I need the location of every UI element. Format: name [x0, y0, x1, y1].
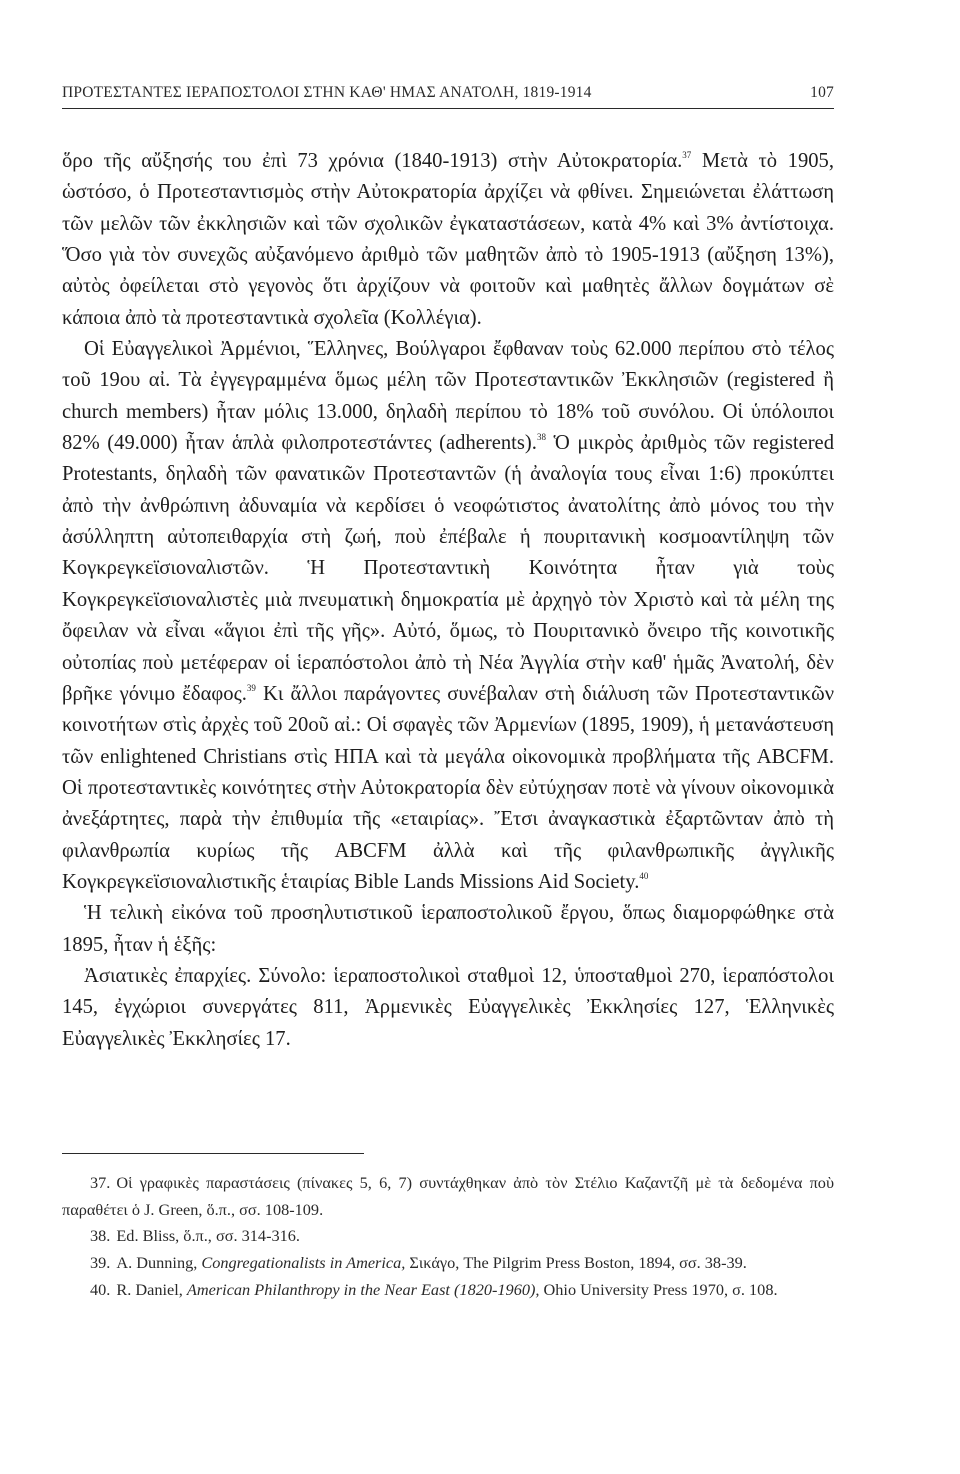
footnote-ref-39[interactable]: 39 — [246, 682, 256, 693]
main-text — [62, 146, 834, 1055]
page-number: 107 — [810, 84, 834, 101]
footnote-number: 37. — [90, 1173, 111, 1192]
footnote-separator — [62, 1153, 364, 1154]
paragraph-4: Ἀσιατικὲς ἐπαρχίες. Σύνολο: ἱεραποστολικοὶ σταθμοὶ 12, ὑποσταθμοὶ 270, ἱεραπόστολοι 145, ἐγχώριοι συνεργάτες 811, Ἀρμενικὲς Εὐαγγελικὲς Ἐκκλησίες 127, Ἑλληνικὲς Εὐαγγελικὲς Ἐκκλησίες 17. — [62, 964, 834, 1050]
footnote-ref-40[interactable]: 40 — [639, 870, 649, 881]
paragraph-1-text-b: Μετὰ τὸ 1905, ὡστόσο, ὁ Προτεσταντισμὸς στὴν Αὐτοκρατορία ἀρχίζει νὰ φθίνει. Σημειώνεται ἐλάττωση τῶν μελῶν τῶν ἐκκλησιῶν καὶ τῶν σχολικῶν ἐγκαταστάσεων, κατὰ 4% καὶ 3% ἀντίστοιχα. Ὅσο γιὰ τὸν συνεχῶς αὐξανόμενο ἀριθμὸ τῶν μαθητῶν ἀπὸ τὸ 1905-1913 (αὔξηση 13%), αὐτὸς ὀφείλεται στὸ γεγονὸς ὅτι ἀρχίζουν νὰ φοιτοῦν καὶ μαθητὲς ἄλλων δογμάτων σὲ κάποια ἀπὸ τὰ προτεσταντικὰ σχολεῖα (Κολλέγια). — [62, 150, 834, 329]
footnote-text: Ed. Bliss, ὅ.π., σσ. 314-316. — [116, 1226, 300, 1246]
footnote-ref-37[interactable]: 37 — [682, 150, 692, 160]
paragraph-3: Ἡ τελικὴ εἰκόνα τοῦ προσηλυτιστικοῦ ἱεραποστολικοῦ ἔργου, ὅπως διαμορφώθηκε στὰ 1895, ἦταν ἡ ἑξῆς: — [62, 902, 834, 956]
paragraph-1 — [62, 146, 834, 334]
footnote-text: Οἱ γραφικὲς παραστάσεις (πίνακες 5, 6, 7) συντάχθηκαν ἀπὸ τὸν Στέλιο Καζαντζῆ μὲ τὰ δεδομένα ποὺ παραθέτει ὁ J. Green, ὅ.π., σσ. 108-109. — [62, 1173, 834, 1219]
header-rule — [62, 108, 834, 109]
footnote-38 — [62, 1223, 834, 1250]
paragraph-2-text-b: Ὁ μικρὸς ἀριθμὸς τῶν registered Protestants, δηλαδὴ τῶν φανατικῶν Προτεσταντῶν (ἡ ἀναλογία τους εἶναι 1:6) προκύπτει ἀπὸ τὴν ἀνθρώπινη ἀδυναμία νὰ κερδίσει ὁ νεοφώτιστος ἀνατολίτης ἀπὸ μόνος του τὴν ἀσύλληπτη αὐτοπειθαρχία στὴ ζωή, ποὺ ἐπέβαλε ἡ πουριτανικὴ κοσμοαντίληψη τῶν Κογκρεγκεϊσιοναλιστῶν. Ἡ Προτεσταντικὴ Κοινότητα ἦταν γιὰ τοὺς Κογκρεγκεϊσιοναλιστὲς μιὰ πνευματικὴ δημοκρατία μὲ ἀρχηγὸ τὸν Χριστὸ καὶ τὰ μέλη της ὄφειλαν νὰ εἶναι «ἅγιοι ἐπὶ τῆς γῆς». Αὐτό, ὅμως, τὸ Πουριτανικὸ ὄνειρο τῆς κοινοτικῆς οὐτοπίας ποὺ μετέφεραν οἱ ἱεραπόστολοι ἀπὸ τὴ Νέα Ἀγγλία στὴν καθ' ἡμᾶς Ἀνατολή, δὲν βρῆκε γόνιμο ἔδαφος. — [62, 432, 834, 705]
footnote-40 — [62, 1277, 834, 1304]
footnote-text-pre: A. Dunning, — [116, 1253, 202, 1273]
footnote-39 — [62, 1250, 834, 1277]
footnote-37 — [62, 1170, 834, 1223]
footnote-number: 40. — [90, 1279, 111, 1299]
footnote-text-post: Σικάγο, The Pilgrim Press Boston, 1894, σσ. 38-39. — [405, 1253, 747, 1273]
footnotes — [62, 1170, 834, 1304]
footnote-book-title: Congregationalists in America, — [201, 1253, 406, 1273]
footnote-book-title: American Philanthropy in the Near East (1820-1960), — [186, 1279, 540, 1299]
footnote-text-post: Ohio University Press 1970, σ. 108. — [539, 1279, 778, 1299]
running-head — [62, 84, 834, 102]
footnote-ref-38[interactable]: 38 — [536, 432, 546, 443]
paragraph-1-text-a: ὅρο τῆς αὔξησής του ἐπὶ 73 χρόνια (1840-1913) στὴν Αὐτοκρατορία. — [62, 150, 683, 172]
footnote-number: 39. — [90, 1253, 111, 1273]
footnote-text-pre: R. Daniel, — [116, 1279, 187, 1299]
paragraph-2 — [62, 334, 834, 898]
paragraph-2-text-c: Κι ἄλλοι παράγοντες συνέβαλαν στὴ διάλυση τῶν Προτεσταντικῶν κοινοτήτων στὶς ἀρχὲς τοῦ 20οῦ αἰ.: Οἱ σφαγὲς τῶν Ἀρμενίων (1895, 1909), ἡ μετανάστευση τῶν enlightened Christians στὶς ΗΠΑ καὶ τὰ μεγάλα οἰκονομικὰ προβλήματα τῆς ABCFM. Οἱ προτεσταντικὲς κοινότητες στὴν Αὐτοκρατορία δὲν εὐτύχησαν ποτὲ νὰ γίνουν οἰκονομικὰ ἀνεξάρτητες, παρὰ τὴν ἐπιθυμία τῆς «εταιρίας». Ἔτσι ἀναγκαστικὰ ἐξαρτῶνταν ἀπὸ τὴ φιλανθρωπία κυρίως τῆς ABCFM ἀλλὰ καὶ τῆς φιλανθρωπικῆς ἀγγλικῆς Κογκρεγκεϊσιοναλιστικῆς ἑταιρίας Bible Lands Missions Aid Society. — [62, 682, 835, 893]
footnote-number: 38. — [90, 1226, 111, 1246]
paragraph-2-text-a: Οἱ Εὐαγγελικοὶ Ἀρμένιοι, Ἕλληνες, Βούλγαροι ἔφθαναν τοὺς 62.000 περίπου στὸ τέλος τοῦ 19ου αἰ. Τὰ ἐγγεγραμμένα ὅμως μέλη τῶν Προτεσταντικῶν Ἐκκλησιῶν (registered ἢ church members) ἦταν μόλις 13.000, δηλαδὴ περίπου τὸ 18% τοῦ συνόλου. Οἱ ὑπόλοιποι 82% (49.000) ἦταν ἁπλὰ φιλοπροτεστάντες (adherents). — [62, 338, 834, 455]
running-head-title: ΠΡΟΤΕΣΤΑΝΤΕΣ ΙΕΡΑΠΟΣΤΟΛΟΙ ΣΤΗΝ ΚΑΘ' ΗΜΑΣ ΑΝΑΤΟΛΗ, 1819-1914 — [62, 84, 592, 101]
